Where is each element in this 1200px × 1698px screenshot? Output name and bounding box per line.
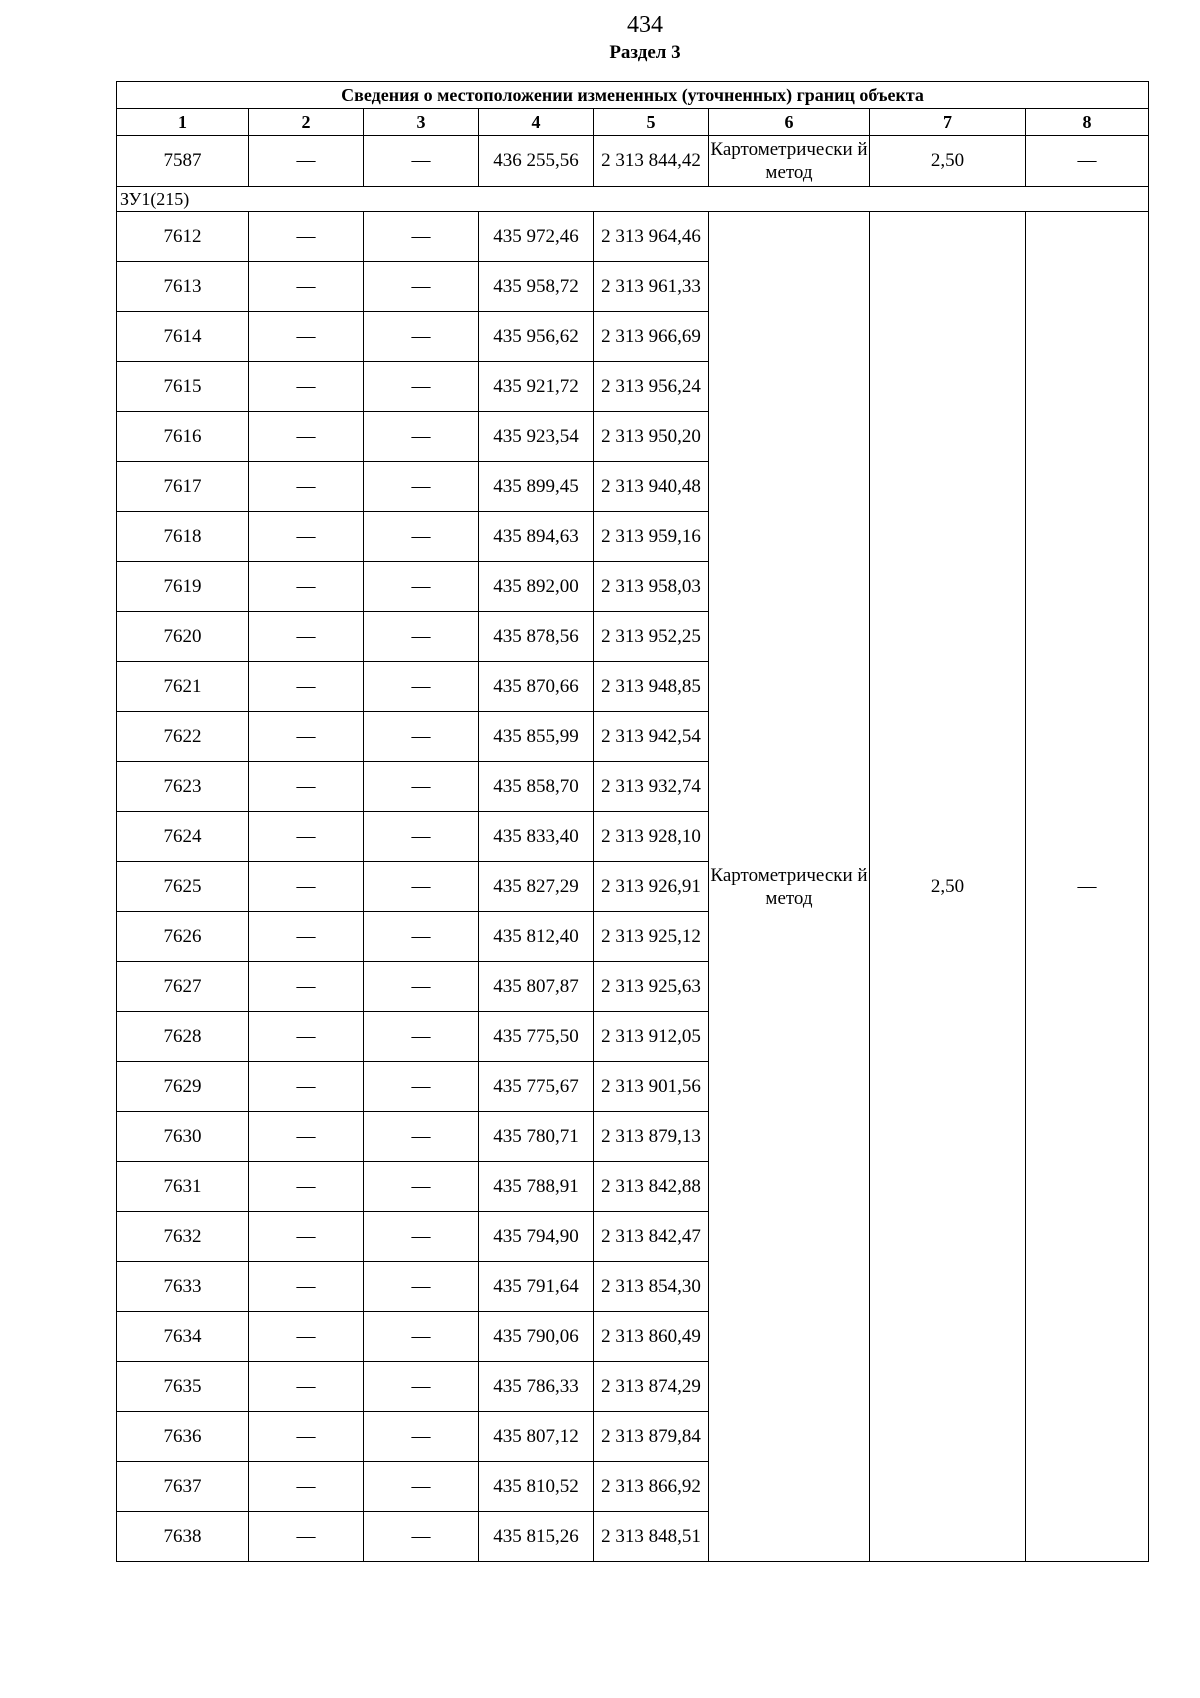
coord-x: 435 892,00 <box>479 562 594 612</box>
point-number: 7633 <box>117 1262 249 1312</box>
coord-x: 435 923,54 <box>479 412 594 462</box>
coord-y: 2 313 964,46 <box>594 212 709 262</box>
cell-dash: — <box>364 1512 479 1562</box>
cell-dash: — <box>364 1012 479 1062</box>
point-number: 7637 <box>117 1462 249 1512</box>
cell-dash: — <box>249 412 364 462</box>
point-number: 7629 <box>117 1062 249 1112</box>
coord-y: 2 313 952,25 <box>594 612 709 662</box>
point-number: 7612 <box>117 212 249 262</box>
cell-dash: — <box>249 462 364 512</box>
column-header: 7 <box>870 109 1026 136</box>
coord-y: 2 313 926,91 <box>594 862 709 912</box>
table-header-row <box>117 109 1149 136</box>
coord-x: 435 972,46 <box>479 212 594 262</box>
coord-x: 435 810,52 <box>479 1462 594 1512</box>
method-cell: Картометрически й метод <box>709 212 870 1562</box>
coord-y: 2 313 950,20 <box>594 412 709 462</box>
cell-dash: — <box>364 612 479 662</box>
coord-x: 435 921,72 <box>479 362 594 412</box>
coord-y: 2 313 912,05 <box>594 1012 709 1062</box>
coord-y: 2 313 866,92 <box>594 1462 709 1512</box>
coord-x: 435 812,40 <box>479 912 594 962</box>
cell-dash: — <box>364 462 479 512</box>
cell-dash: — <box>249 812 364 862</box>
column-header: 8 <box>1026 109 1149 136</box>
coord-x: 435 780,71 <box>479 1112 594 1162</box>
coord-x: 435 858,70 <box>479 762 594 812</box>
coord-y: 2 313 948,85 <box>594 662 709 712</box>
cell-dash: — <box>364 762 479 812</box>
table-row <box>117 212 1149 262</box>
cell-dash: — <box>249 1012 364 1062</box>
coord-x: 435 899,45 <box>479 462 594 512</box>
cell-dash: — <box>249 662 364 712</box>
coord-x: 435 788,91 <box>479 1162 594 1212</box>
coord-y: 2 313 961,33 <box>594 262 709 312</box>
cell-dash: — <box>249 262 364 312</box>
method-cell: Картометрически й метод <box>709 136 870 187</box>
coord-y: 2 313 879,84 <box>594 1412 709 1462</box>
cell-dash: — <box>249 1262 364 1312</box>
point-number: 7620 <box>117 612 249 662</box>
cell-dash: — <box>364 1462 479 1512</box>
coord-y: 2 313 901,56 <box>594 1062 709 1112</box>
cell-dash: — <box>364 412 479 462</box>
point-number: 7623 <box>117 762 249 812</box>
point-number: 7627 <box>117 962 249 1012</box>
cell-dash: — <box>364 712 479 762</box>
point-number: 7622 <box>117 712 249 762</box>
coord-y: 2 313 925,12 <box>594 912 709 962</box>
cell-dash: — <box>364 962 479 1012</box>
cell-dash: — <box>249 312 364 362</box>
point-number: 7630 <box>117 1112 249 1162</box>
coord-y: 2 313 879,13 <box>594 1112 709 1162</box>
cell-dash: — <box>249 1362 364 1412</box>
coord-y: 2 313 958,03 <box>594 562 709 612</box>
cell-dash: — <box>249 1512 364 1562</box>
cell-dash: — <box>249 212 364 262</box>
point-number: 7628 <box>117 1012 249 1062</box>
point-number: 7635 <box>117 1362 249 1412</box>
table-row <box>117 136 1149 187</box>
cell-dash: — <box>364 1062 479 1112</box>
coord-x: 435 956,62 <box>479 312 594 362</box>
coord-x: 435 775,67 <box>479 1062 594 1112</box>
column-header: 2 <box>249 109 364 136</box>
group-row <box>117 187 1149 212</box>
coord-x: 435 790,06 <box>479 1312 594 1362</box>
cell-dash: — <box>1026 136 1149 187</box>
column-header: 3 <box>364 109 479 136</box>
cell-dash: — <box>364 362 479 412</box>
point-number: 7619 <box>117 562 249 612</box>
coord-y: 2 313 928,10 <box>594 812 709 862</box>
coord-x: 435 894,63 <box>479 512 594 562</box>
cell-dash: — <box>364 862 479 912</box>
cell-dash: — <box>249 762 364 812</box>
coord-y: 2 313 932,74 <box>594 762 709 812</box>
cell-dash: — <box>249 612 364 662</box>
coord-x: 435 878,56 <box>479 612 594 662</box>
cell-dash: — <box>364 812 479 862</box>
point-number: 7632 <box>117 1212 249 1262</box>
accuracy-cell: 2,50 <box>870 212 1026 1562</box>
coord-x: 435 827,29 <box>479 862 594 912</box>
point-number: 7616 <box>117 412 249 462</box>
coord-y: 2 313 925,63 <box>594 962 709 1012</box>
cell-dash: — <box>364 562 479 612</box>
cell-dash: — <box>249 1212 364 1262</box>
cell-dash: — <box>249 1062 364 1112</box>
point-number: 7634 <box>117 1312 249 1362</box>
coord-y: 2 313 848,51 <box>594 1512 709 1562</box>
column-header: 4 <box>479 109 594 136</box>
coord-x: 435 791,64 <box>479 1262 594 1312</box>
boundary-table <box>116 81 1149 1562</box>
cell-dash: — <box>364 262 479 312</box>
coord-y: 2 313 966,69 <box>594 312 709 362</box>
cell-dash: — <box>364 1262 479 1312</box>
cell-dash: — <box>249 1112 364 1162</box>
cell-dash: — <box>249 1162 364 1212</box>
coord-x: 435 775,50 <box>479 1012 594 1062</box>
coord-x: 435 786,33 <box>479 1362 594 1412</box>
page-number: 434 <box>627 12 663 38</box>
accuracy-cell: 2,50 <box>870 136 1026 187</box>
point-number: 7626 <box>117 912 249 962</box>
coord-y: 2 313 959,16 <box>594 512 709 562</box>
coord-x: 435 855,99 <box>479 712 594 762</box>
coord-y: 2 313 842,47 <box>594 1212 709 1262</box>
cell-dash: — <box>249 1312 364 1362</box>
column-header: 6 <box>709 109 870 136</box>
cell-dash: — <box>364 1212 479 1262</box>
coord-x: 435 815,26 <box>479 1512 594 1562</box>
point-number: 7613 <box>117 262 249 312</box>
cell-dash: — <box>364 312 479 362</box>
coord-y: 2 313 940,48 <box>594 462 709 512</box>
cell-dash: — <box>249 1462 364 1512</box>
coord-x: 435 807,12 <box>479 1412 594 1462</box>
coord-y: 2 313 874,29 <box>594 1362 709 1412</box>
coord-x: 435 807,87 <box>479 962 594 1012</box>
coord-y: 2 313 956,24 <box>594 362 709 412</box>
point-number: 7587 <box>117 136 249 187</box>
column-header: 1 <box>117 109 249 136</box>
cell-dash: — <box>364 1412 479 1462</box>
coord-x: 436 255,56 <box>479 136 594 187</box>
point-number: 7625 <box>117 862 249 912</box>
point-number: 7614 <box>117 312 249 362</box>
coord-x: 435 833,40 <box>479 812 594 862</box>
cell-dash: — <box>249 512 364 562</box>
point-number: 7631 <box>117 1162 249 1212</box>
table-caption: Сведения о местоположении измененных (уточненных) границ объекта <box>117 82 1149 109</box>
cell-dash: — <box>364 136 479 187</box>
cell-dash: — <box>364 662 479 712</box>
cell-dash: — <box>364 212 479 262</box>
point-number: 7636 <box>117 1412 249 1462</box>
cell-dash: — <box>249 962 364 1012</box>
cell-dash: — <box>364 912 479 962</box>
cell-dash: — <box>364 1362 479 1412</box>
point-number: 7615 <box>117 362 249 412</box>
cell-dash: — <box>249 362 364 412</box>
cell-dash: — <box>249 862 364 912</box>
coord-y: 2 313 860,49 <box>594 1312 709 1362</box>
cell-dash: — <box>364 1112 479 1162</box>
cell-dash: — <box>364 512 479 562</box>
coord-x: 435 794,90 <box>479 1212 594 1262</box>
coord-y: 2 313 842,88 <box>594 1162 709 1212</box>
table-caption-row <box>117 82 1149 109</box>
cell-dash: — <box>249 912 364 962</box>
group-label: ЗУ1(215) <box>117 187 1149 212</box>
point-number: 7624 <box>117 812 249 862</box>
point-number: 7621 <box>117 662 249 712</box>
cell-dash: — <box>364 1312 479 1362</box>
point-number: 7638 <box>117 1512 249 1562</box>
point-number: 7618 <box>117 512 249 562</box>
coord-x: 435 870,66 <box>479 662 594 712</box>
column-header: 5 <box>594 109 709 136</box>
cell-dash: — <box>1026 212 1149 1562</box>
cell-dash: — <box>249 1412 364 1462</box>
coord-x: 435 958,72 <box>479 262 594 312</box>
cell-dash: — <box>249 136 364 187</box>
coord-y: 2 313 844,42 <box>594 136 709 187</box>
cell-dash: — <box>249 562 364 612</box>
coord-y: 2 313 854,30 <box>594 1262 709 1312</box>
cell-dash: — <box>364 1162 479 1212</box>
coord-y: 2 313 942,54 <box>594 712 709 762</box>
point-number: 7617 <box>117 462 249 512</box>
section-title: Раздел 3 <box>609 42 681 63</box>
cell-dash: — <box>249 712 364 762</box>
